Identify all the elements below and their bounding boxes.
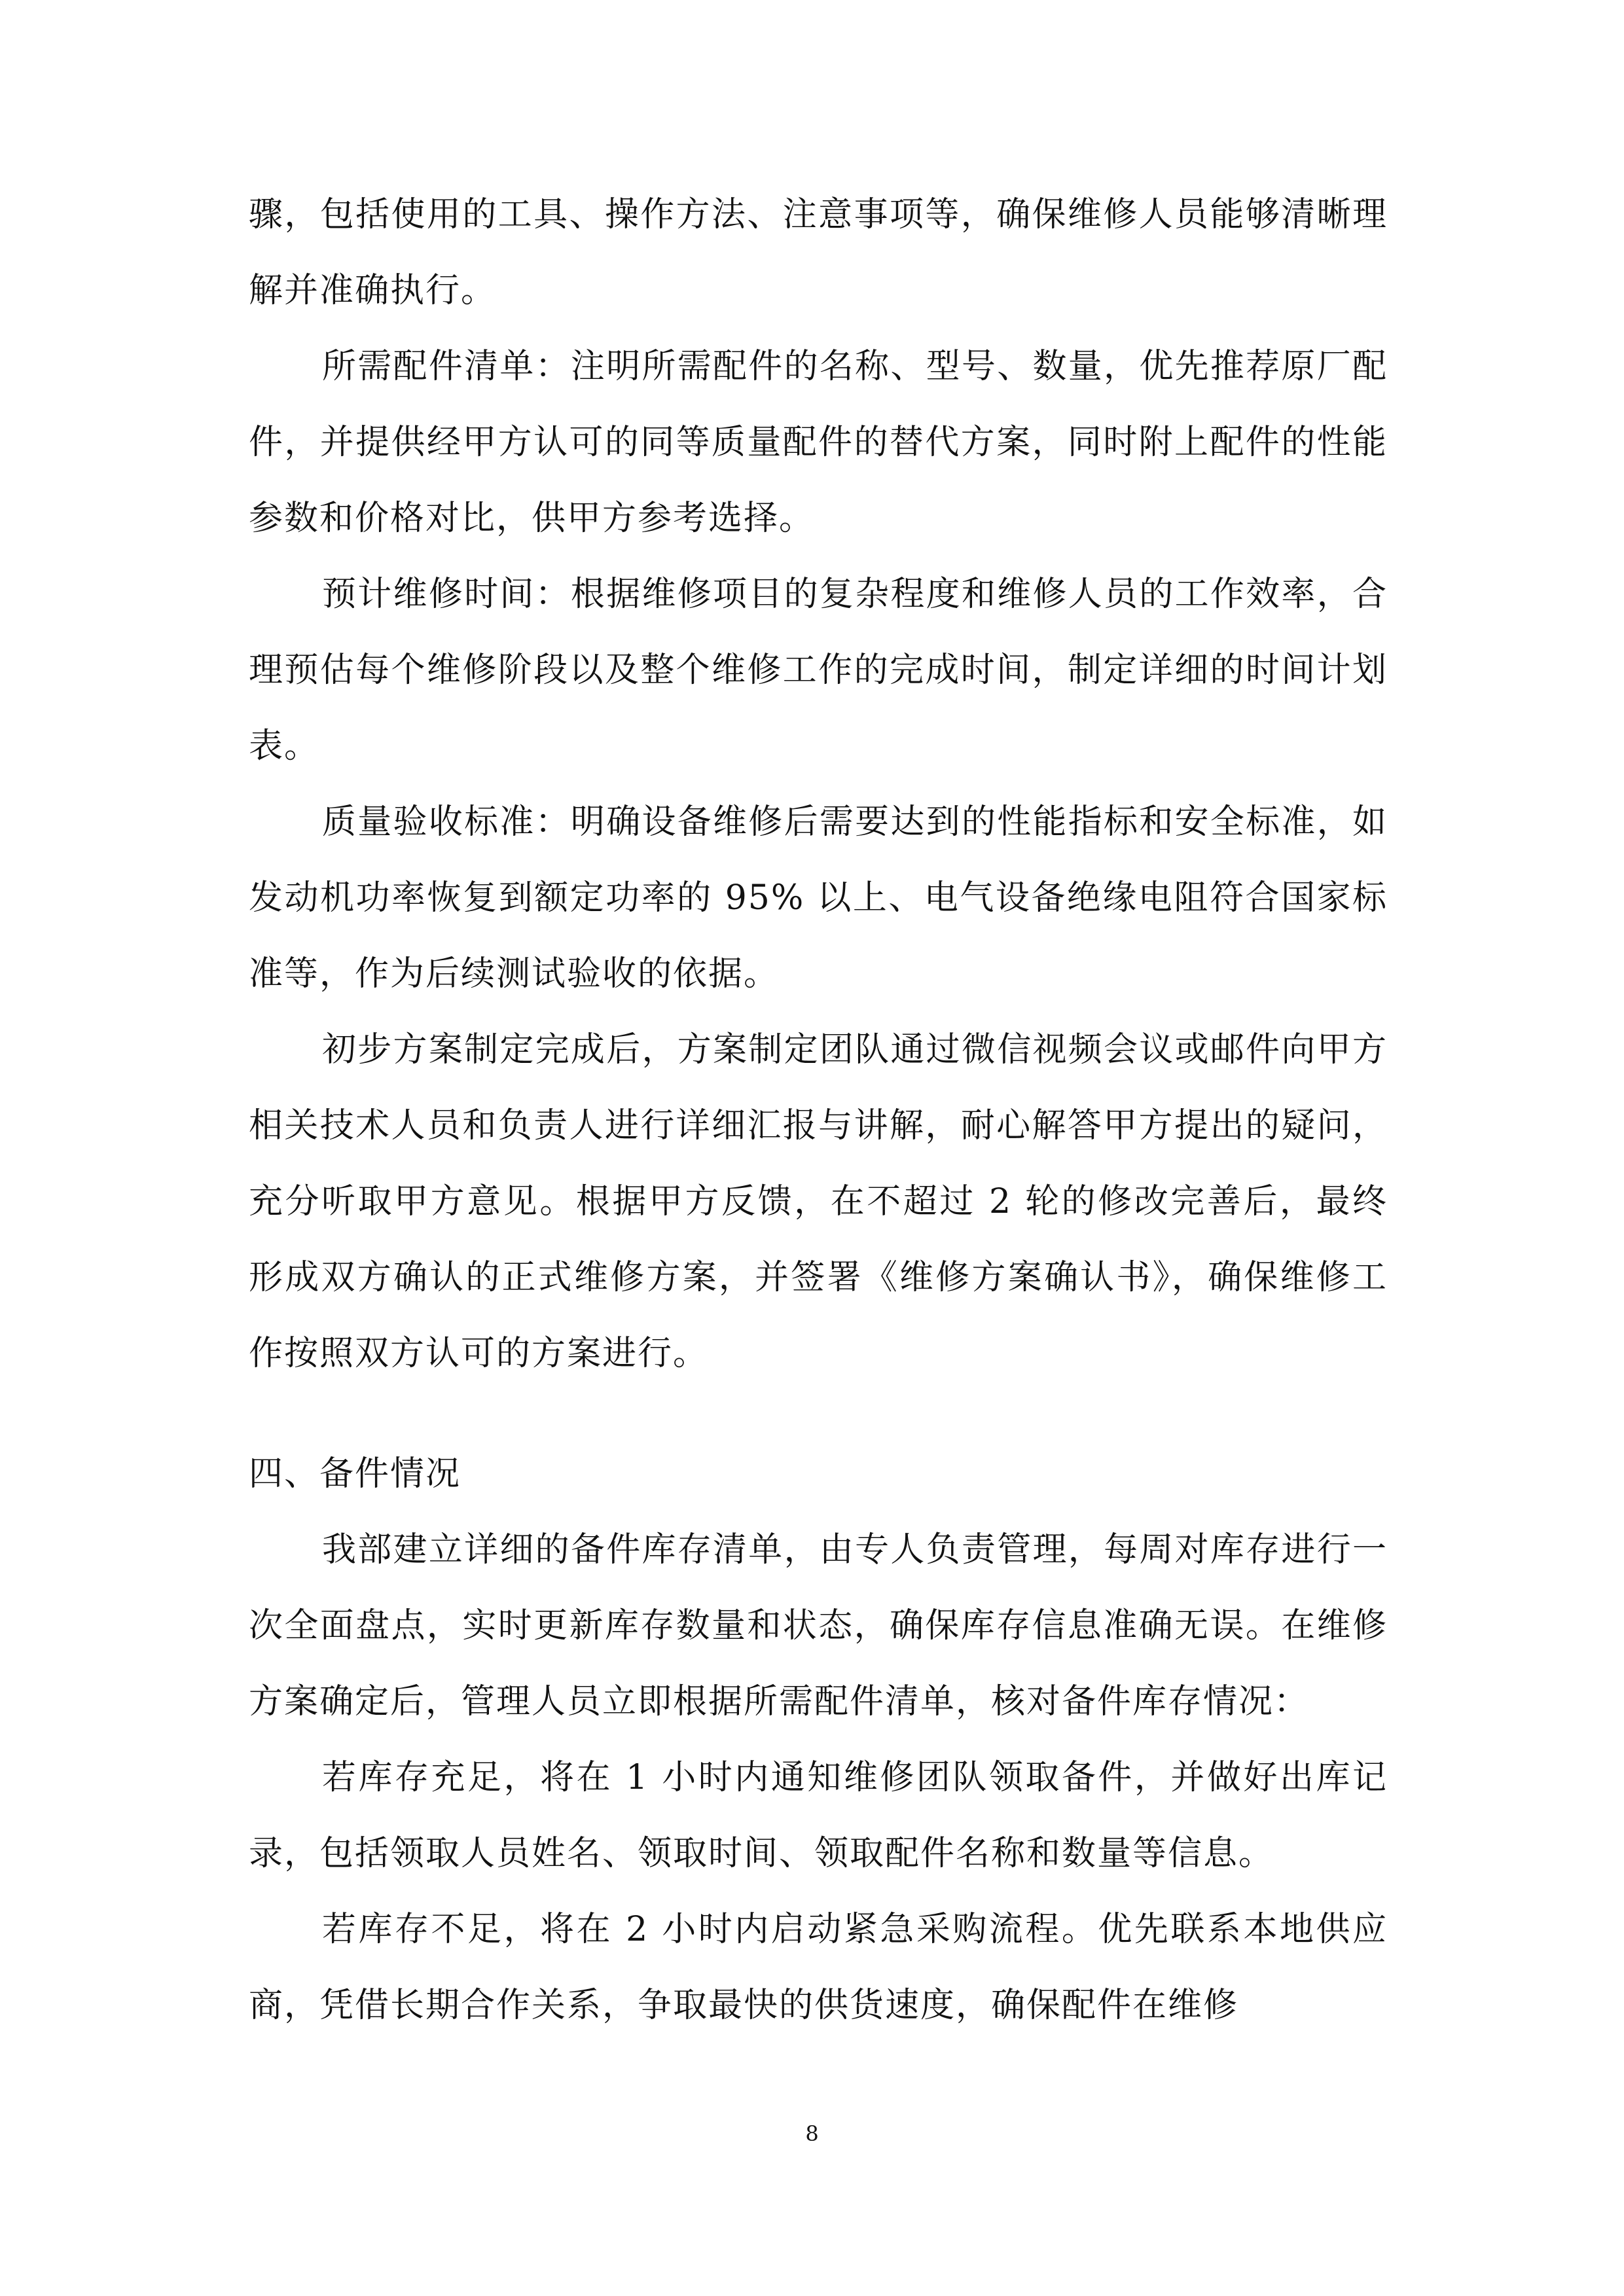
body-text xyxy=(249,177,1388,2043)
paragraph-parts-list: 所需配件清单：注明所需配件的名称、型号、数量，优先推荐原厂配件，并提供经甲方认可的同等质量配件的替代方案，同时附上配件的性能参数和价格对比，供甲方参考选择。 xyxy=(249,347,1388,538)
paragraph-estimated-time: 预计维修时间：根据维修项目的复杂程度和维修人员的工作效率，合理预估每个维修阶段以及整个维修工作的完成时间，制定详细的时间计划表。 xyxy=(249,575,1388,766)
paragraph-stock-insufficient: 若库存不足，将在 2 小时内启动紧急采购流程。优先联系本地供应商，凭借长期合作关系，争取最快的供货速度，确保配件在维修 xyxy=(249,1910,1388,2025)
paragraph-plan-confirmation: 初步方案制定完成后，方案制定团队通过微信视频会议或邮件向甲方相关技术人员和负责人进行详细汇报与讲解，耐心解答甲方提出的疑问，充分听取甲方意见。根据甲方反馈，在不超过 2 轮的修改完善后，最终形成双方确认的正式维修方案，并签署《维修方案确认书》，确保维修工作按照双方认可的方案进行。 xyxy=(249,1030,1388,1373)
paragraph-stock-sufficient: 若库存充足，将在 1 小时内通知维修团队领取备件，并做好出库记录，包括领取人员姓名、领取时间、领取配件名称和数量等信息。 xyxy=(249,1758,1388,1873)
paragraph-continued: 骤，包括使用的工具、操作方法、注意事项等，确保维修人员能够清晰理解并准确执行。 xyxy=(249,195,1388,310)
paragraph-acceptance-standard: 质量验收标准：明确设备维修后需要达到的性能指标和安全标准，如发动机功率恢复到额定功率的 95% 以上、电气设备绝缘电阻符合国家标准等，作为后续测试验收的依据。 xyxy=(249,802,1388,994)
page-number: 8 xyxy=(805,2121,819,2146)
paragraph-inventory-list: 我部建立详细的备件库存清单，由专人负责管理，每周对库存进行一次全面盘点，实时更新库存数量和状态，确保库存信息准确无误。在维修方案确定后，管理人员立即根据所需配件清单，核对备件库存情况： xyxy=(249,1530,1388,1721)
section-heading: 四、备件情况 xyxy=(249,1454,461,1494)
